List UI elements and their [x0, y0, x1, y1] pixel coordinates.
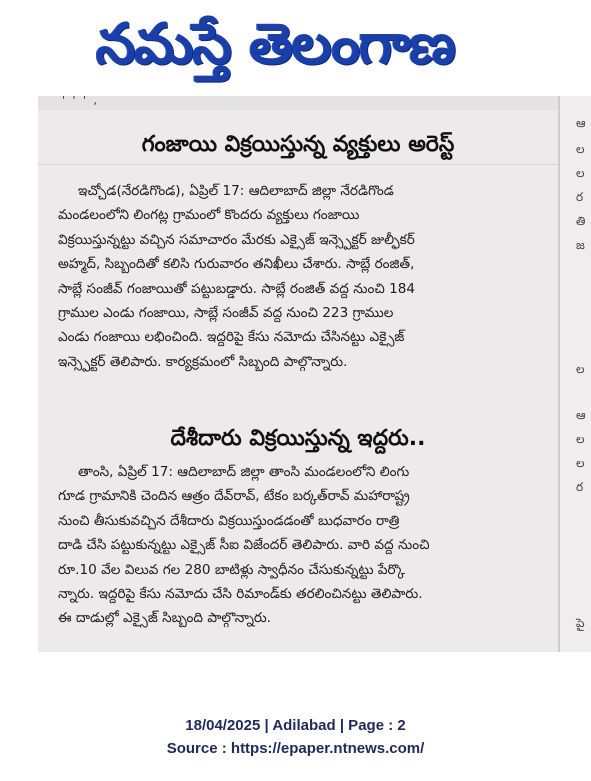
adjacent-text-fragment: ఆ [576, 116, 586, 130]
article-line: అహ్మద్, సిబ్బందితో కలిసి గురువారం తనిఖీలు చేశారు. సాబ్లే రంజిత్, [58, 256, 415, 273]
article-line: ఈ దాడుల్లో ఎక్సైజ్ సిబ్బంది పాల్గొన్నారు. [58, 610, 271, 627]
article-2-headline: దేశీదారు విక్రయిస్తున్న ఇద్దరు.. [170, 426, 426, 451]
article-line: న్నారు. ఇద్దరిపై కేసు నమోదు చేసి రిమాండ్‌కు తరలించినట్టు తెలిపారు. [58, 586, 423, 603]
masthead [0, 0, 591, 92]
cut-text-fragment: ' ' ' , [62, 94, 100, 107]
adjacent-text-fragment: ల [576, 142, 585, 156]
article-line: విక్రయిస్తున్నట్టు వచ్చిన సమాచారం మేరకు ఎక్సైజ్ ఇన్స్పెక్టర్ జుల్ఫీకర్ [58, 231, 415, 248]
article-1-body [58, 179, 548, 374]
adjacent-text-fragment: తి [576, 214, 586, 228]
headline-rule [38, 164, 558, 165]
article-line: గూడ గ్రామానికి చెందిన ఆత్రం దేవ్‌రావ్, టేకం బర్కత్‌రావ్ మహారాష్ట్ర [58, 488, 410, 505]
adjacent-text-fragment: ల [576, 362, 585, 376]
adjacent-column [560, 96, 591, 652]
article-line: మండలంలోని లింగట్ల గ్రామంలో కొందరు వ్యక్తులు గంజాయి [58, 207, 360, 224]
article-line: సాబ్లే సంజీవ్ గంజాయితో పట్టుబడ్డారు. సాబ్లే రంజిత్ వద్ద నుంచి 184 [58, 280, 416, 297]
adjacent-text-fragment: పై [576, 616, 585, 630]
article-2-body [58, 460, 548, 631]
article-line: తాంసి, ఏప్రిల్ 17: ఆదిలాబాద్ జిల్లా తాంసి మండలంలోని లింగు [78, 464, 410, 480]
article-line: ఇన్స్పెక్టర్ తెలిపారు. కార్యక్రమంలో సిబ్బంది పాల్గొన్నారు. [58, 353, 348, 370]
adjacent-text-fragment: జ [576, 238, 585, 252]
article-line: నుంచి తీసుకువచ్చిన దేశీదారు విక్రయిస్తుండడంతో బుధవారం రాత్రి [58, 512, 400, 529]
footer-source: Source : https://epaper.ntnews.com/ [166, 740, 425, 757]
adjacent-text-fragment: ల [576, 166, 585, 180]
clipping-top-strip [38, 96, 558, 110]
adjacent-text-fragment: ర [576, 480, 584, 494]
footer-date-edition: 18/04/2025 | Adilabad | Page : 2 [185, 717, 406, 734]
article-line: దాడి చేసి పట్టుకున్నట్టు ఎక్సైజ్ సీఐ విజేందర్ తెలిపారు. వారి వద్ద నుంచి [58, 537, 430, 554]
adjacent-text-fragment: ఆ [576, 408, 586, 422]
article-1-headline: గంజాయి విక్రయిస్తున్న వ్యక్తులు అరెస్ట్ [141, 132, 455, 157]
article-line: ఎండు గంజాయి లభించింది. ఇద్దరిపై కేసు నమోదు చేసినట్టు ఎక్సైజ్ [58, 329, 405, 346]
article-line: గ్రాముల ఎండు గంజాయి, సాబ్లే సంజీవ్ వద్ద నుంచి 223 గ్రాముల [58, 305, 394, 322]
article-line: ఇచ్చోడ(నేరడిగొండ), ఏప్రిల్ 17: ఆదిలాబాద్ జిల్లా నేరడిగొండ [78, 183, 394, 199]
adjacent-text-fragment: ల [576, 432, 585, 446]
newspaper-logo: నమస్తే తెలంగాణ [96, 12, 455, 77]
adjacent-text-fragment: ల [576, 456, 585, 470]
article-line: రూ.10 వేల విలువ గల 280 బాటిళ్లు స్వాధీనం చేసుకున్నట్టు పేర్కొ [58, 561, 405, 578]
adjacent-text-fragment: ర [576, 190, 584, 204]
